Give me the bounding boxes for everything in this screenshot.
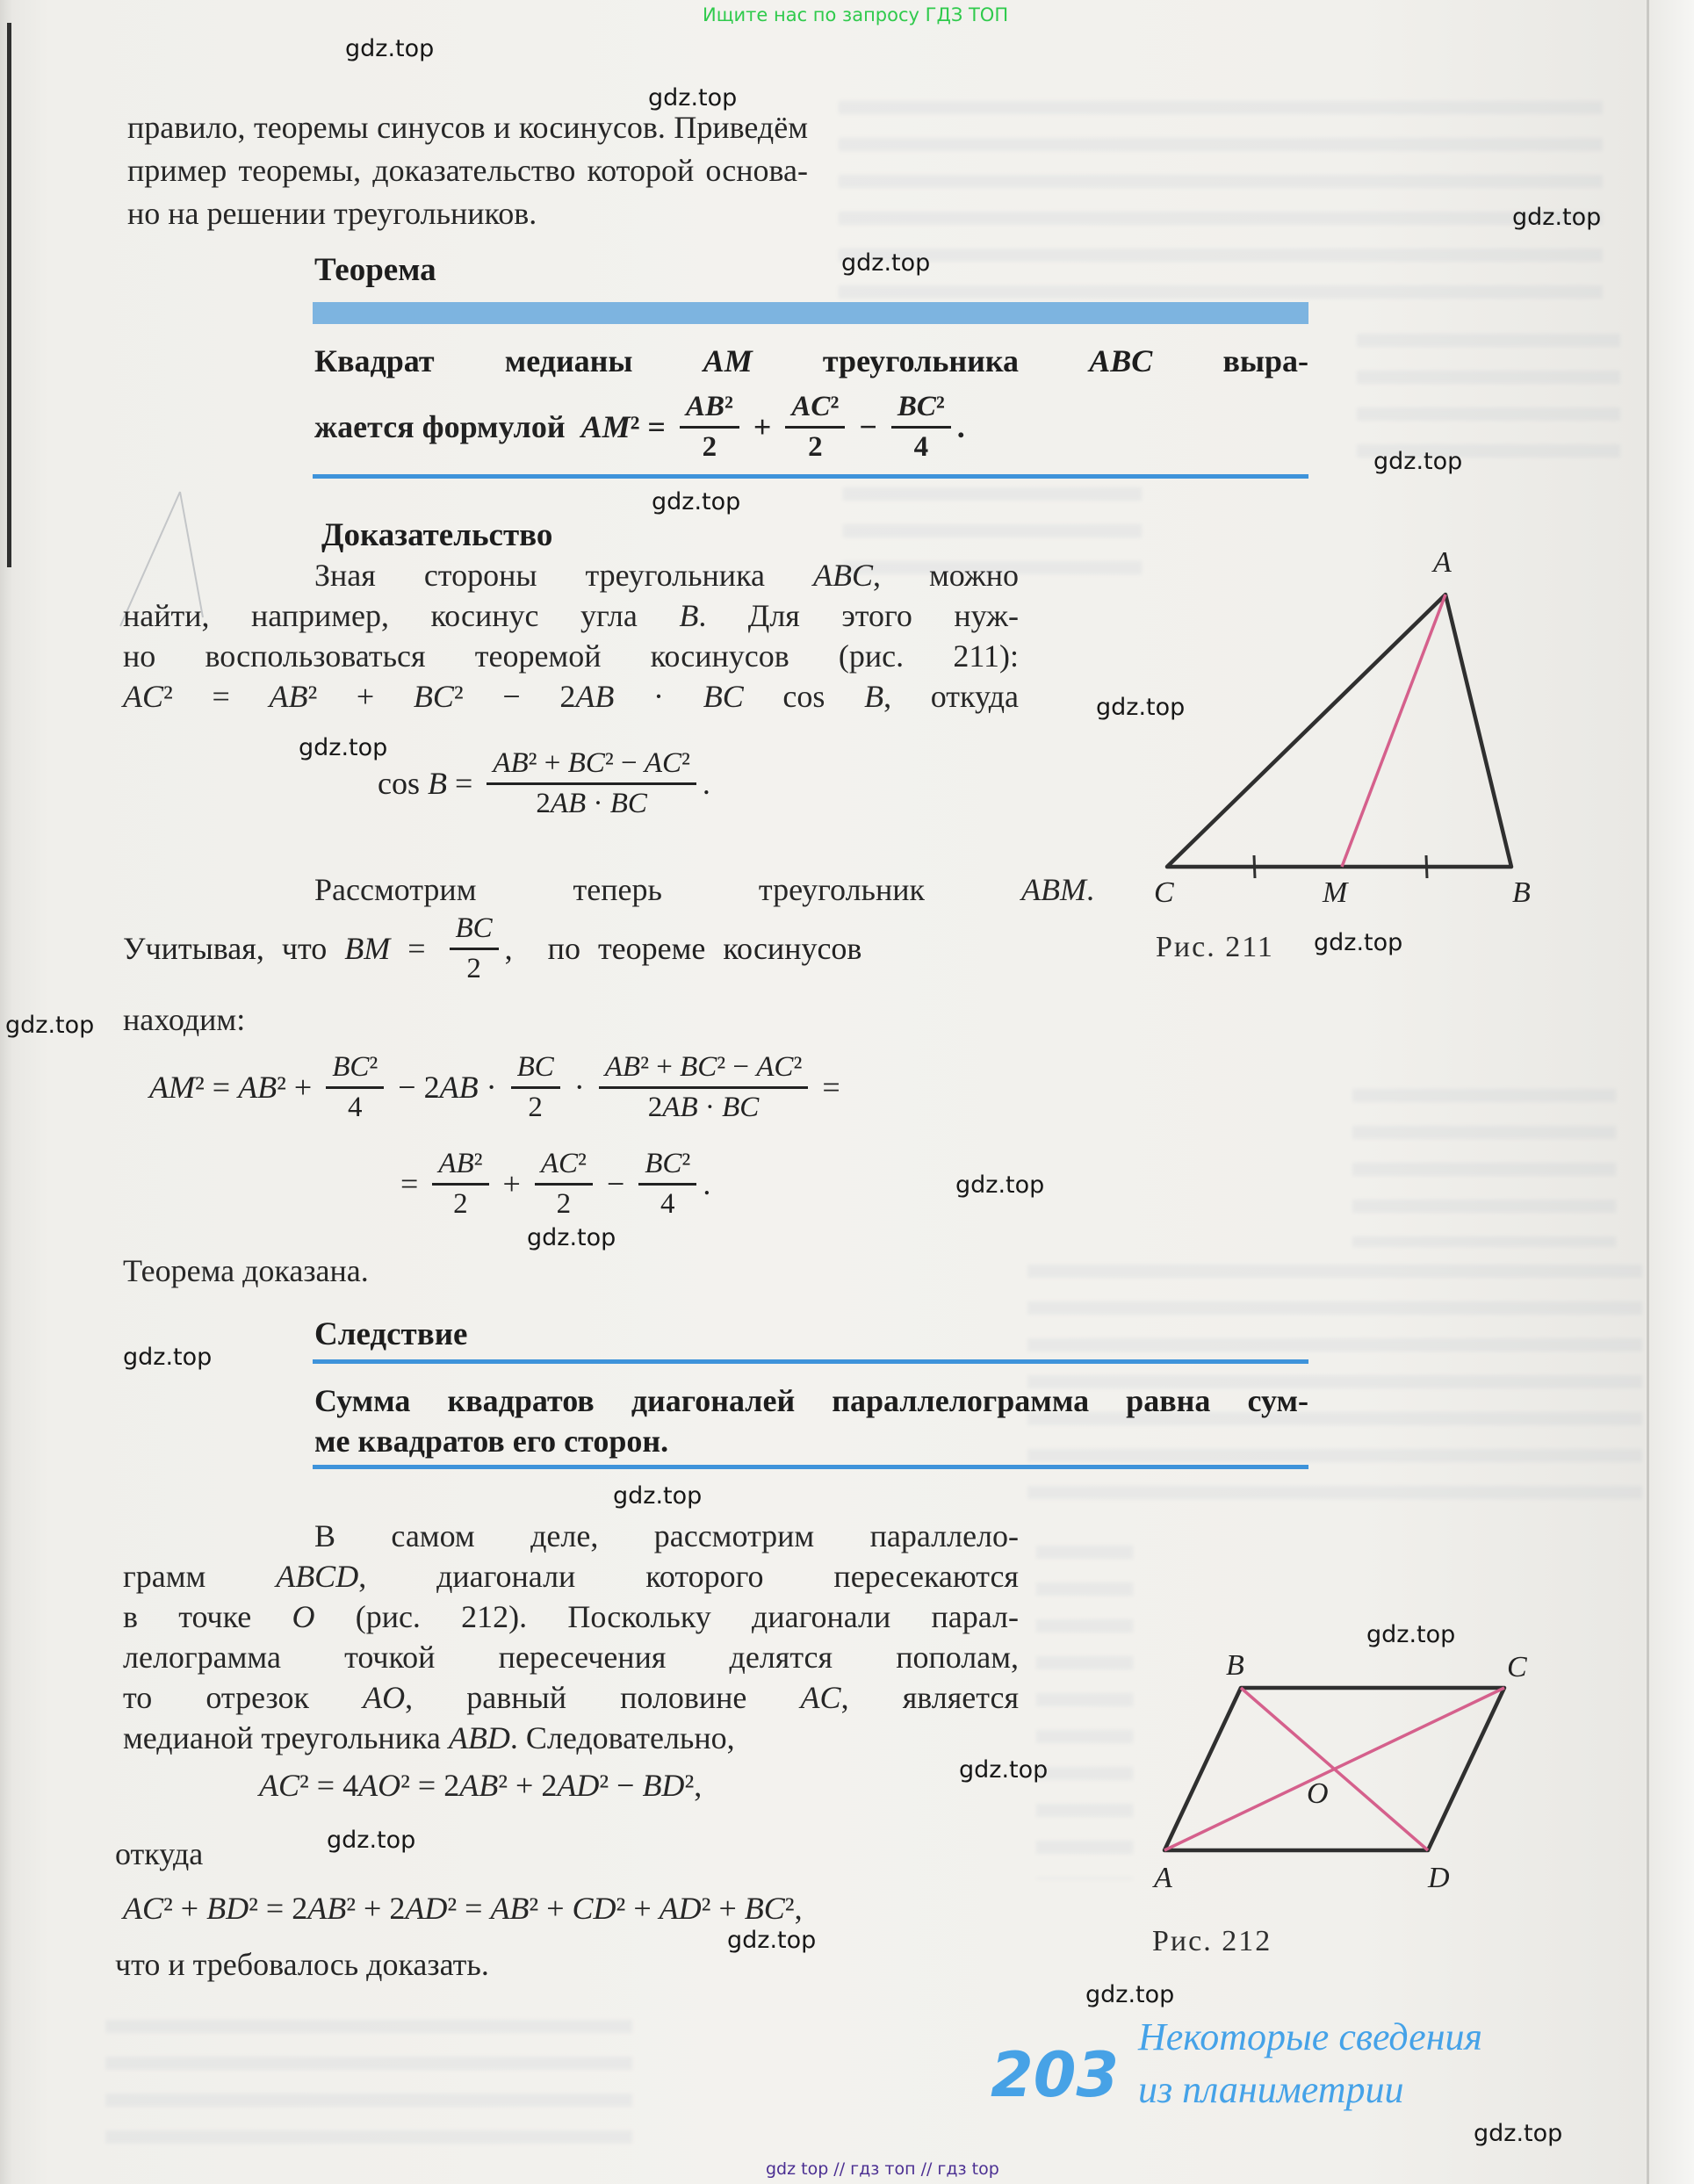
scan-right-edge bbox=[1647, 0, 1649, 2184]
theorem-statement-line: Квадрат медианы AM треугольника ABC выра- bbox=[314, 343, 1309, 378]
fraction: $\frac{\text{AB²}}{2}$ bbox=[680, 391, 739, 464]
watermark-gdz: gdz.top bbox=[527, 1224, 616, 1251]
fraction: $\frac{\text{AC²}}{2}$ bbox=[535, 1148, 593, 1221]
showthrough-blur bbox=[105, 2020, 632, 2152]
median-formula-row2: = $\frac{\text{AB²}}{2}$ + $\frac{\text{AC²}}{2}$ − $\frac{\text{BC²}}{4}$ . bbox=[400, 1147, 711, 1220]
fraction: $\frac{BC}{2}$ bbox=[450, 912, 499, 985]
corollary-line: медианой треугольника ABD. Следовательно, bbox=[123, 1720, 735, 1755]
fraction: $\frac{\text{AB²}}{2}$ bbox=[432, 1148, 488, 1221]
corollary-bottom-rule bbox=[313, 1465, 1308, 1469]
theorem-formula: жается формулой AM² = $\frac{\text{AB²}}{2}$ + $\frac{\text{AC²}}{2}$ − $\frac{\text{BC²}}{4}$ . bbox=[314, 390, 965, 463]
scan-left-edge bbox=[7, 23, 11, 567]
fraction: $\frac{\text{BC²}}{4}$ bbox=[638, 1148, 696, 1221]
intro-line: но на решении треугольников. bbox=[127, 196, 537, 231]
watermark-gdz: gdz.top bbox=[123, 1344, 213, 1371]
showthrough-blur bbox=[1357, 334, 1620, 465]
watermark-gdz: gdz.top bbox=[1366, 1621, 1456, 1648]
page-number: 203 bbox=[991, 2039, 1120, 2111]
fraction: $\frac{\text{AB² + BC² − AC²}}{2AB \cdot BC}$ bbox=[487, 747, 696, 820]
watermark-gdz: gdz.top bbox=[652, 488, 741, 515]
proof-heading: Доказательство bbox=[321, 517, 553, 553]
vertex-label-o: O bbox=[1307, 1777, 1329, 1810]
watermark-gdz: gdz.top bbox=[1474, 2120, 1563, 2147]
proof-line-with-fraction: Учитывая, что BM = $\frac{BC}{2}$ , по теореме косинусов bbox=[123, 912, 862, 984]
watermark-gdz: gdz.top bbox=[5, 1012, 95, 1039]
intro-line: пример теоремы, доказательство которой основа- bbox=[127, 153, 808, 188]
watermark-gdz: gdz.top bbox=[955, 1171, 1045, 1199]
figure-211-caption: Рис. 211 bbox=[1156, 931, 1274, 963]
fraction: $\frac{\text{BC²}}{4}$ bbox=[891, 391, 951, 464]
theorem-heading: Теорема bbox=[314, 252, 436, 288]
proof-line: Зная стороны треугольника ABC, можно bbox=[314, 558, 1019, 593]
corollary-statement-line: ме квадратов его сторон. bbox=[314, 1424, 669, 1459]
corollary-line: в точке O (рис. 212). Поскольку диагонали парал- bbox=[123, 1599, 1019, 1634]
watermark-gdz: gdz.top bbox=[299, 734, 388, 761]
watermark-gdz: gdz.top bbox=[1373, 448, 1463, 475]
median-formula-row1: AM² = AB² + $\frac{\text{BC²}}{4}$ − 2AB · $\frac{BC}{2}$ · $\frac{\text{AB² + BC² − AC²}}{2AB \cdot BC}$ = bbox=[149, 1050, 840, 1123]
corollary-statement-line: Сумма квадратов диагоналей параллелограмма равна сум- bbox=[314, 1383, 1308, 1418]
proof-line: находим: bbox=[123, 1002, 246, 1037]
proof-line: но воспользоваться теоремой косинусов (рис. 211): bbox=[123, 638, 1019, 674]
vertex-label-a: A bbox=[1433, 546, 1452, 579]
showthrough-blur bbox=[839, 101, 1603, 307]
section-title-line: из планиметрии bbox=[1138, 2068, 1404, 2111]
corollary-conclusion: что и требовалось доказать. bbox=[115, 1947, 489, 1982]
theorem-bottom-rule bbox=[313, 474, 1308, 479]
fraction: $\frac{\text{AC²}}{2}$ bbox=[785, 391, 845, 464]
theorem-band bbox=[313, 302, 1308, 324]
watermark-gdz: gdz.top bbox=[1096, 694, 1186, 721]
intro-line: правило, теоремы синусов и косинусов. Приведём bbox=[127, 110, 808, 145]
bottom-site-banner: gdz top // гдз топ // гдз top bbox=[766, 2159, 999, 2179]
watermark-gdz: gdz.top bbox=[959, 1756, 1049, 1784]
corollary-line: грамм ABCD, диагонали которого пересекаются bbox=[123, 1559, 1019, 1594]
fraction: $\frac{BC}{2}$ bbox=[511, 1051, 560, 1124]
proof-conclusion: Теорема доказана. bbox=[123, 1253, 369, 1288]
watermark-gdz: gdz.top bbox=[1314, 929, 1403, 956]
section-title-line: Некоторые сведения bbox=[1138, 2015, 1482, 2058]
top-search-banner: Ищите нас по запросу ГДЗ ТОП bbox=[703, 4, 1009, 25]
cosine-formula: cos B = $\frac{\text{AB² + BC² − AC²}}{2AB \cdot BC}$ . bbox=[378, 746, 710, 819]
proof-line: AC² = AB² + BC² − 2AB · BC cos B, откуда bbox=[123, 679, 1019, 714]
proof-line: Рассмотрим теперь треугольник ABM. bbox=[314, 872, 1094, 907]
parallelogram-formula-1: AC² = 4AO² = 2AB² + 2AD² − BD², bbox=[259, 1768, 703, 1803]
figure-212-caption: Рис. 212 bbox=[1152, 1925, 1272, 1957]
triangle-median-drawing bbox=[1133, 537, 1625, 924]
vertex-label-b: B bbox=[1226, 1649, 1244, 1682]
watermark-gdz: gdz.top bbox=[613, 1482, 703, 1510]
showthrough-blur bbox=[1036, 1546, 1133, 1879]
parallelogram-drawing bbox=[1147, 1647, 1525, 1867]
watermark-gdz: gdz.top bbox=[1085, 1981, 1175, 2008]
corollary-top-rule bbox=[313, 1359, 1308, 1364]
fraction: $\frac{\text{BC²}}{4}$ bbox=[326, 1051, 384, 1124]
vertex-label-b: B bbox=[1512, 876, 1531, 909]
parallelogram-formula-2: AC² + BD² = 2AB² + 2AD² = AB² + CD² + AD² + BC², bbox=[123, 1891, 803, 1926]
vertex-label-d: D bbox=[1428, 1862, 1450, 1894]
proof-line: найти, например, косинус угла B. Для этого нуж- bbox=[123, 598, 1020, 633]
watermark-gdz: gdz.top bbox=[327, 1827, 416, 1854]
watermark-gdz: gdz.top bbox=[727, 1927, 817, 1954]
vertex-label-a: A bbox=[1154, 1862, 1172, 1894]
watermark-gdz: gdz.top bbox=[648, 84, 738, 112]
corollary-line: В самом деле, рассмотрим параллело- bbox=[314, 1518, 1019, 1553]
vertex-label-c: C bbox=[1507, 1651, 1527, 1683]
vertex-label-c: C bbox=[1154, 876, 1174, 909]
corollary-line: то отрезок AO, равный половине AC, является bbox=[123, 1680, 1019, 1715]
watermark-gdz: gdz.top bbox=[345, 35, 435, 62]
watermark-gdz: gdz.top bbox=[841, 249, 931, 277]
fraction: $\frac{\text{AB² + BC² − AC²}}{2AB \cdot BC}$ bbox=[599, 1051, 809, 1124]
corollary-line: лелограмма точкой пересечения делятся пополам, bbox=[123, 1640, 1019, 1675]
showthrough-blur bbox=[1352, 1089, 1616, 1247]
corollary-heading: Следствие bbox=[314, 1316, 468, 1352]
corollary-connector: откуда bbox=[115, 1836, 204, 1871]
vertex-label-m: M bbox=[1323, 876, 1348, 909]
watermark-gdz: gdz.top bbox=[1512, 204, 1602, 231]
